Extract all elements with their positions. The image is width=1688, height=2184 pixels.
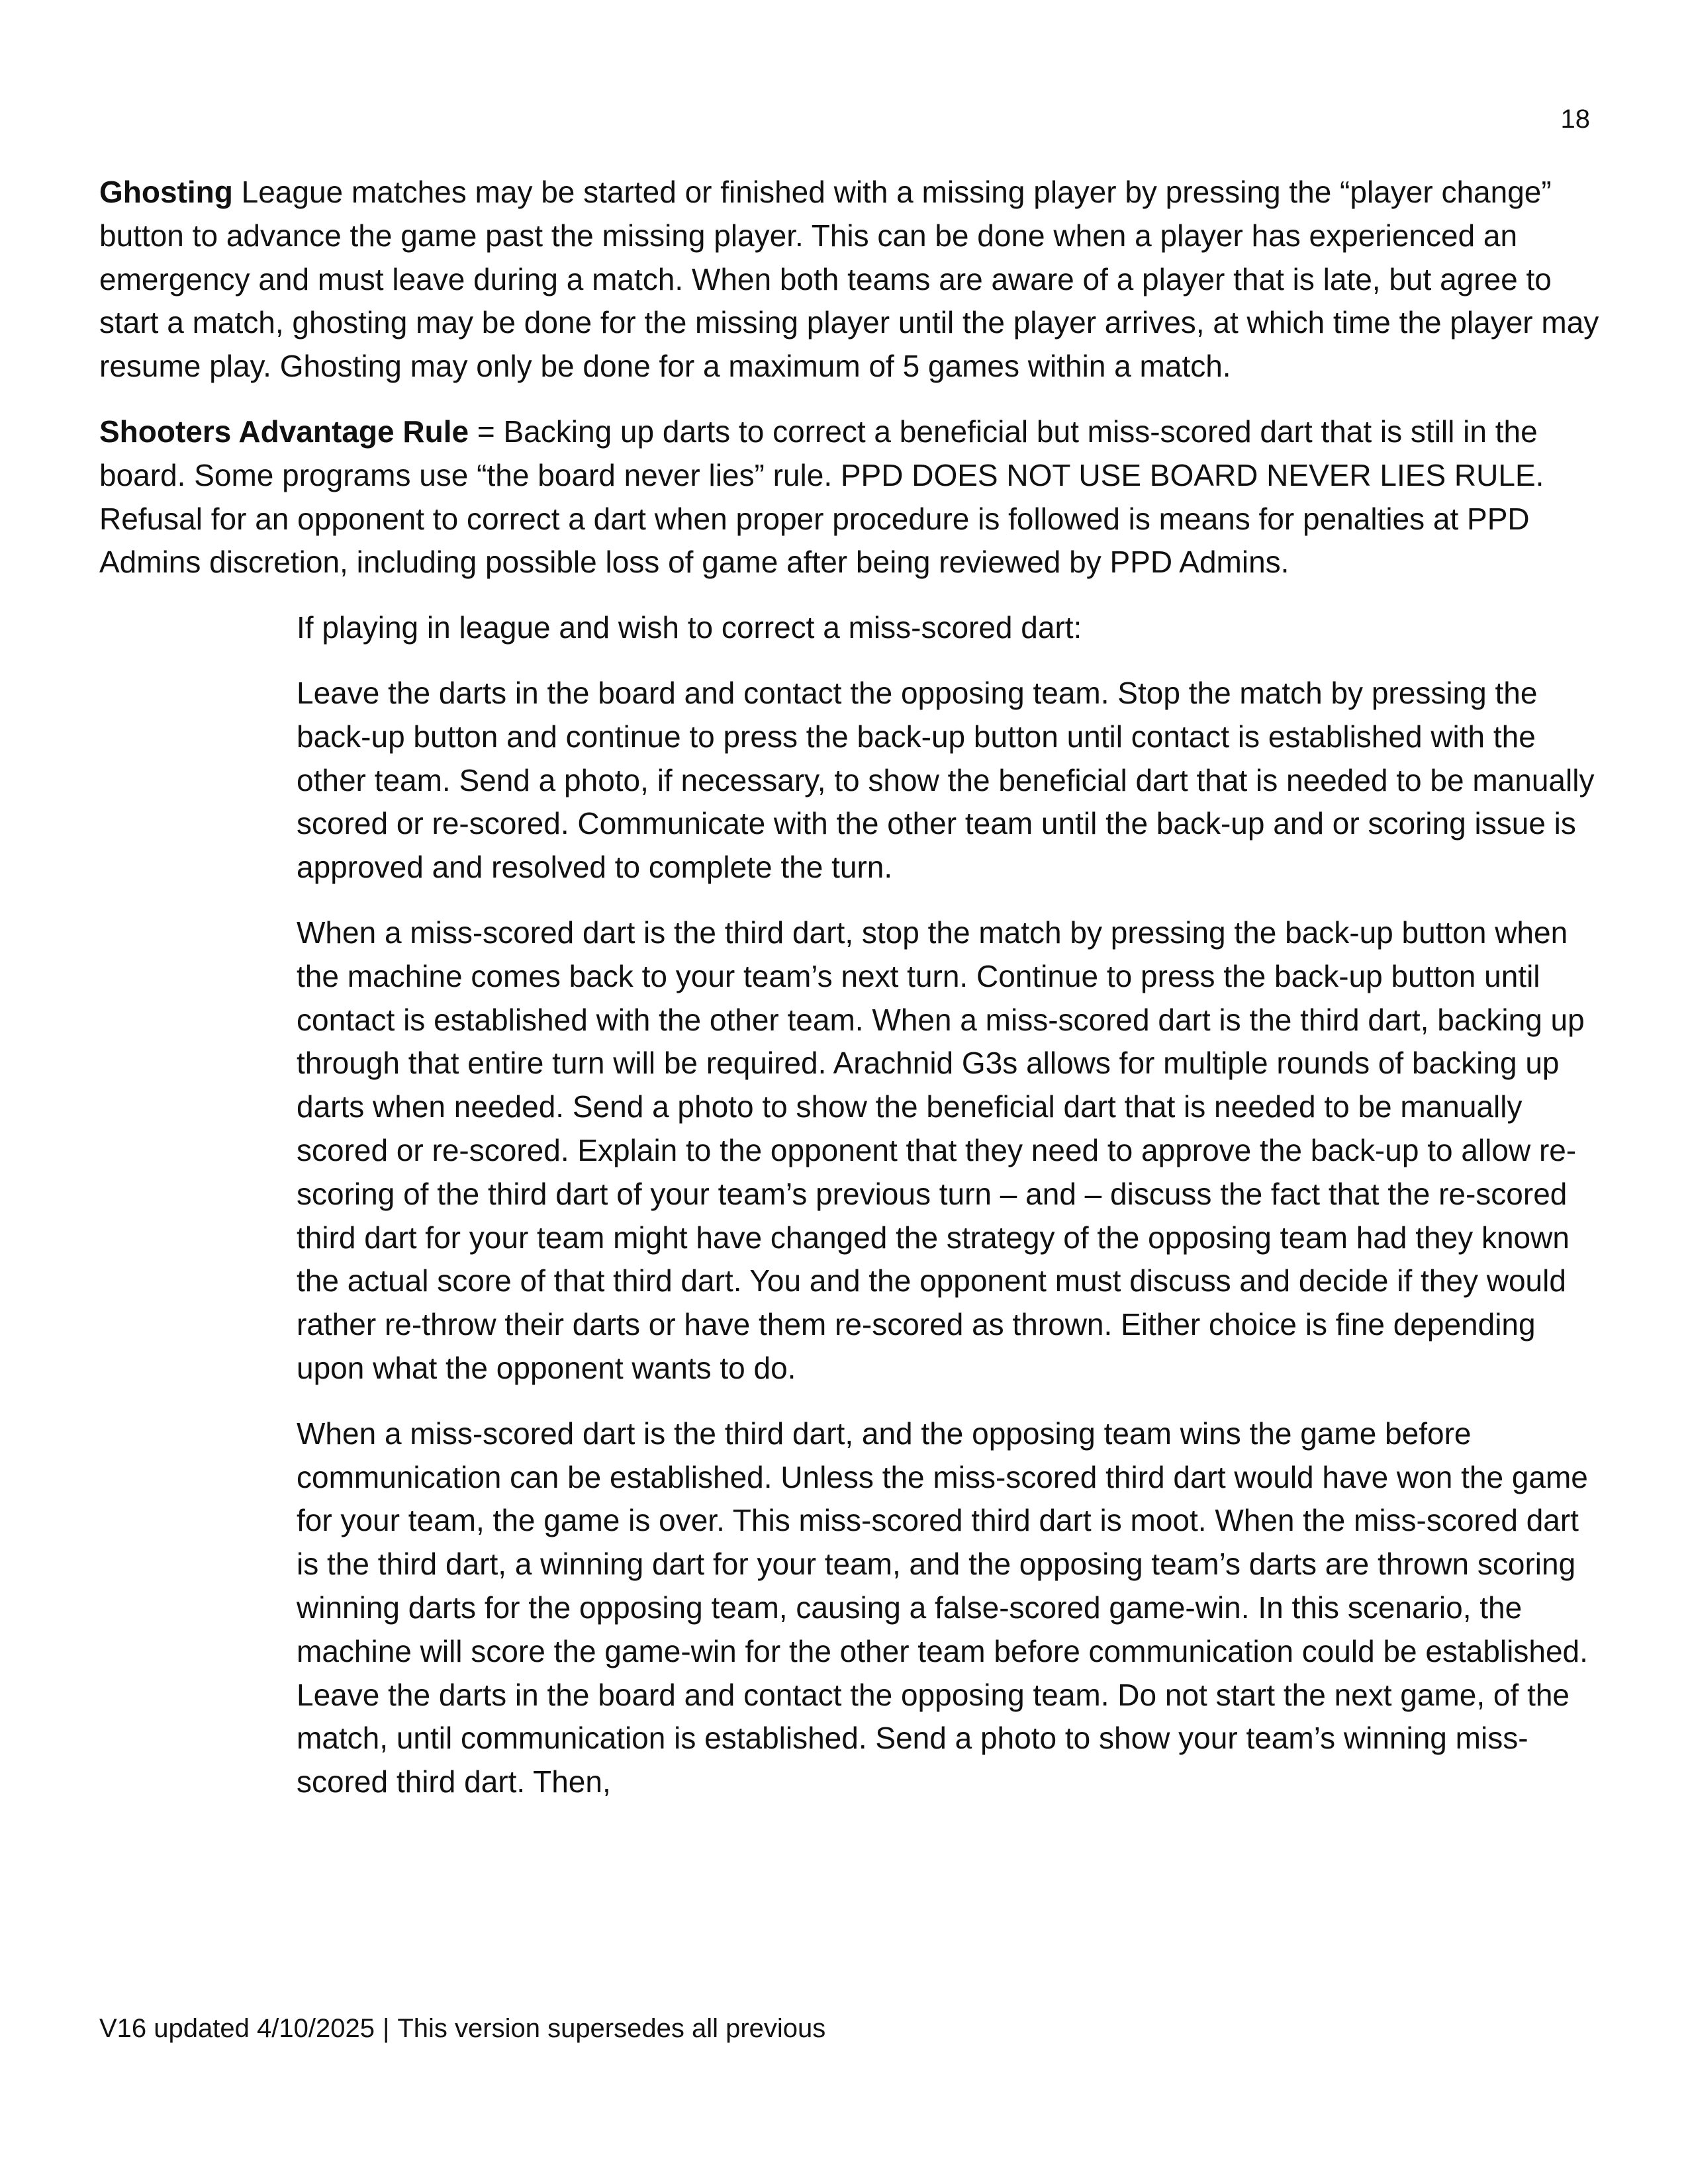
footer-separator: | (382, 2014, 390, 2043)
document-body (99, 171, 1602, 1826)
ghosting-term: Ghosting (99, 175, 233, 209)
procedure-paragraph-2: When a miss-scored dart is the third dart, stop the match by pressing the back-up button when the machine comes back to your team’s next turn. Continue to press the back-up button until contact is established with the other team. When a miss-scored dart is the third dart, backing up through that entire turn will be required. Arachnid G3s allows for multiple rounds of backing up darts when needed. Send a photo to show the beneficial dart that is needed to be manually scored or re-scored. Explain to the opponent that they need to approve the back-up to allow re-scoring of the third dart of your team’s previous turn – and – discuss the fact that the re-scored third dart for your team might have changed the strategy of the opposing team had they known the actual score of that third dart. You and the opponent must discuss and decide if they would rather re-throw their darts or have them re-scored as thrown. Either choice is fine depending upon what the opponent wants to do. (297, 915, 1585, 1385)
shooters-advantage-paragraph (99, 410, 1602, 584)
page-footer (99, 2012, 825, 2045)
procedure-paragraph-3: When a miss-scored dart is the third dart, and the opposing team wins the game before communication can be established. Unless the miss-scored third dart would have won the game for your team, the game is over. This miss-scored third dart is moot. When the miss-scored dart is the third dart, a winning dart for your team, and the opposing team’s darts are thrown scoring winning darts for the opposing team, causing a false-scored game-win. In this scenario, the machine will score the game-win for the other team before communication could be established. Leave the darts in the board and contact the opposing team. Do not start the next game, of the match, until communication is established. Send a photo to show your team’s winning miss-scored third dart. Then, (297, 1416, 1588, 1799)
footer-version: V16 updated 4/10/2025 (99, 2014, 375, 2043)
footer-note: This version supersedes all previous (397, 2014, 826, 2043)
page-number: 18 (1560, 105, 1590, 134)
procedure-paragraph-1: Leave the darts in the board and contact the opposing team. Stop the match by pressing the back-up button and continue to press the back-up button until contact is established with the other team. Send a photo, if necessary, to show the beneficial dart that is needed to be manually scored or re-scored. Communicate with the other team until the back-up and or scoring issue is approved and resolved to complete the turn. (297, 675, 1595, 885)
ghosting-text: League matches may be started or finished with a missing player by pressing the “player change” button to advance the game past the missing player. This can be done when a player has experienced an emergency and must leave during a match. When both teams are aware of a player that is late, but agree to start a match, ghosting may be done for the missing player until the player arrives, at which time the player may resume play. Ghosting may only be done for a maximum of 5 games within a match. (99, 175, 1599, 384)
ghosting-paragraph (99, 171, 1602, 388)
procedure-intro: If playing in league and wish to correct a miss-scored dart: (297, 610, 1082, 645)
shooters-advantage-text: = Backing up darts to correct a beneficial but miss-scored dart that is still in the board. Some programs use “the board never lies” rule. PPD DOES NOT USE BOARD NEVER LIES RULE. Refusal for an opponent to correct a dart when proper procedure is followed is means for penalties at PPD Admins discretion, including possible loss of game after being reviewed by PPD Admins. (99, 414, 1544, 580)
shooters-advantage-term: Shooters Advantage Rule (99, 414, 469, 449)
